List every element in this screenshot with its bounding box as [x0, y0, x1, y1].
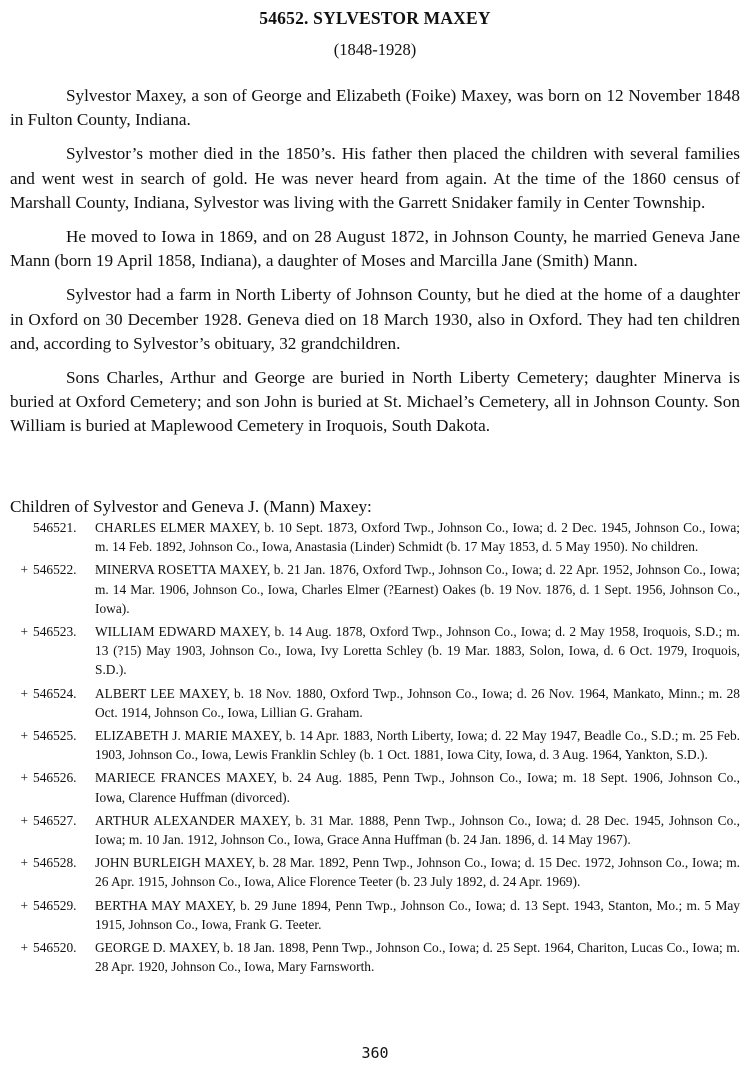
descendant-marker	[0, 518, 33, 556]
child-number: 546524.	[33, 685, 77, 701]
biography-paragraph: Sylvestor’s mother died in the 1850’s. His father then placed the children with several families and went west in search of gold. He was never heard from again. At the time of the 1860 census of Marshall County, Indiana, Sylvestor was living with the Garrett Snidaker family in Center Township.	[10, 144, 740, 212]
child-details: MINERVA ROSETTA MAXEY, b. 21 Jan. 1876, Oxford Twp., Johnson Co., Iowa; d. 22 Apr. 1952, Johnson Co., Iowa; m. 14 Mar. 1906, Johnson Co., Iowa, Charles Elmer (?Earnest) Oakes (b. 19 Nov. 1876, d. 1 Sept. 1956, Johnson Co., Iowa).	[95, 562, 740, 616]
children-heading: Children of Sylvestor and Geneva J. (Mann) Maxey:	[10, 497, 372, 516]
descendant-marker: +	[20, 562, 28, 578]
child-entry	[0, 896, 745, 934]
child-details: CHARLES ELMER MAXEY, b. 10 Sept. 1873, Oxford Twp., Johnson Co., Iowa; d. 2 Dec. 1945, Johnson Co., Iowa; m. 14 Feb. 1892, Johnson Co., Iowa, Anastasia (Linder) Schmidt (b. 17 May 1853, d. 5 May 1950). No children.	[95, 520, 740, 555]
child-number: 546528.	[33, 855, 77, 871]
child-entry	[0, 684, 745, 722]
child-details: WILLIAM EDWARD MAXEY, b. 14 Aug. 1878, Oxford Twp., Johnson Co., Iowa; d. 2 May 1958, Iroquois, S.D.; m. 13 (?15) May 1903, Johnson Co., Iowa, Ivy Loretta Schley (b. 19 Mar. 1883, Solon, Iowa, d. 6 Oct. 1979, Iroquois, S.D.).	[95, 624, 740, 678]
descendant-marker: +	[20, 770, 28, 786]
child-entry	[0, 726, 745, 764]
child-entry	[0, 622, 745, 680]
child-entry	[0, 811, 745, 849]
biography-paragraph: Sylvestor had a farm in North Liberty of Johnson County, but he died at the home of a daughter in Oxford on 30 December 1928. Geneva died on 18 March 1930, also in Oxford. They had ten children and, according to Sylvestor’s obituary, 32 grandchildren.	[10, 285, 740, 353]
child-details: ARTHUR ALEXANDER MAXEY, b. 31 Mar. 1888, Penn Twp., Johnson Co., Iowa; d. 28 Dec. 1945, Johnson Co., Iowa; m. 10 Jan. 1912, Johnson Co., Iowa, Grace Anna Huffman (b. 24 Jan. 1896, d. 14 May 1967).	[95, 812, 740, 848]
child-entry	[0, 938, 745, 976]
biography-paragraph: Sons Charles, Arthur and George are buried in North Liberty Cemetery; daughter Minerva is buried at Oxford Cemetery; and son John is buried at St. Michael’s Cemetery, all in Johnson County. Son William is buried at Maplewood Cemetery in Iroquois, South Dakota.	[10, 368, 740, 436]
descendant-marker: +	[20, 855, 28, 871]
page-title: 54652. SYLVESTOR MAXEY	[259, 8, 491, 28]
descendant-marker: +	[20, 624, 28, 640]
child-details: JOHN BURLEIGH MAXEY, b. 28 Mar. 1892, Penn Twp., Johnson Co., Iowa; d. 15 Dec. 1972, Johnson Co., Iowa; m. 26 Apr. 1915, Johnson Co., Iowa, Alice Florence Teeter (b. 23 July 1892, d. 24 Apr. 1969).	[95, 855, 740, 890]
life-dates: (1848-1928)	[333, 40, 417, 59]
child-number: 546523.	[33, 624, 77, 640]
child-details: ALBERT LEE MAXEY, b. 18 Nov. 1880, Oxford Twp., Johnson Co., Iowa; d. 26 Nov. 1964, Mankato, Minn.; m. 28 Oct. 1914, Johnson Co., Iowa, Lillian G. Graham.	[95, 685, 740, 720]
child-entry	[0, 853, 745, 891]
child-number: 546526.	[33, 770, 77, 786]
child-details: BERTHA MAY MAXEY, b. 29 June 1894, Penn Twp., Johnson Co., Iowa; d. 13 Sept. 1943, Stanton, Mo.; m. 5 May 1915, Johnson Co., Iowa, Frank G. Teeter.	[95, 897, 740, 932]
child-entry	[0, 768, 745, 806]
page-number: 360	[361, 1044, 389, 1062]
child-number: 546522.	[33, 562, 77, 578]
descendant-marker: +	[20, 940, 28, 956]
child-number: 546525.	[33, 728, 77, 744]
child-entry	[0, 518, 745, 556]
child-details: GEORGE D. MAXEY, b. 18 Jan. 1898, Penn Twp., Johnson Co., Iowa; d. 25 Sept. 1964, Chariton, Lucas Co., Iowa; m. 28 Apr. 1920, Johnson Co., Iowa, Mary Farnsworth.	[95, 940, 740, 975]
descendant-marker: +	[20, 728, 28, 744]
child-details: MARIECE FRANCES MAXEY, b. 24 Aug. 1885, Penn Twp., Johnson Co., Iowa; m. 18 Sept. 1906, Johnson Co., Iowa, Clarence Huffman (divorced).	[95, 770, 740, 805]
child-details: ELIZABETH J. MARIE MAXEY, b. 14 Apr. 1883, North Liberty, Iowa; d. 22 May 1947, Beadle Co., S.D.; m. 25 Feb. 1903, Johnson Co., Iowa, Lewis Franklin Schley (b. 1 Oct. 1881, Iowa City, Iowa, d. 3 Aug. 1964, Yankton, S.D.).	[95, 728, 740, 763]
children-list	[0, 518, 745, 980]
child-number: 546520.	[33, 940, 77, 956]
biography-paragraph: Sylvestor Maxey, a son of George and Elizabeth (Foike) Maxey, was born on 12 November 1848 in Fulton County, Indiana.	[10, 86, 740, 130]
child-number: 546529.	[33, 897, 77, 913]
descendant-marker: +	[20, 812, 28, 828]
biography-body	[10, 84, 740, 449]
child-number: 546521.	[33, 520, 77, 535]
child-entry	[0, 560, 745, 618]
child-number: 546527.	[33, 812, 77, 828]
descendant-marker: +	[20, 685, 28, 701]
descendant-marker: +	[20, 897, 28, 913]
biography-paragraph: He moved to Iowa in 1869, and on 28 August 1872, in Johnson County, he married Geneva Jane Mann (born 19 April 1858, Indiana), a daughter of Moses and Marcilla Jane (Smith) Mann.	[10, 227, 740, 271]
